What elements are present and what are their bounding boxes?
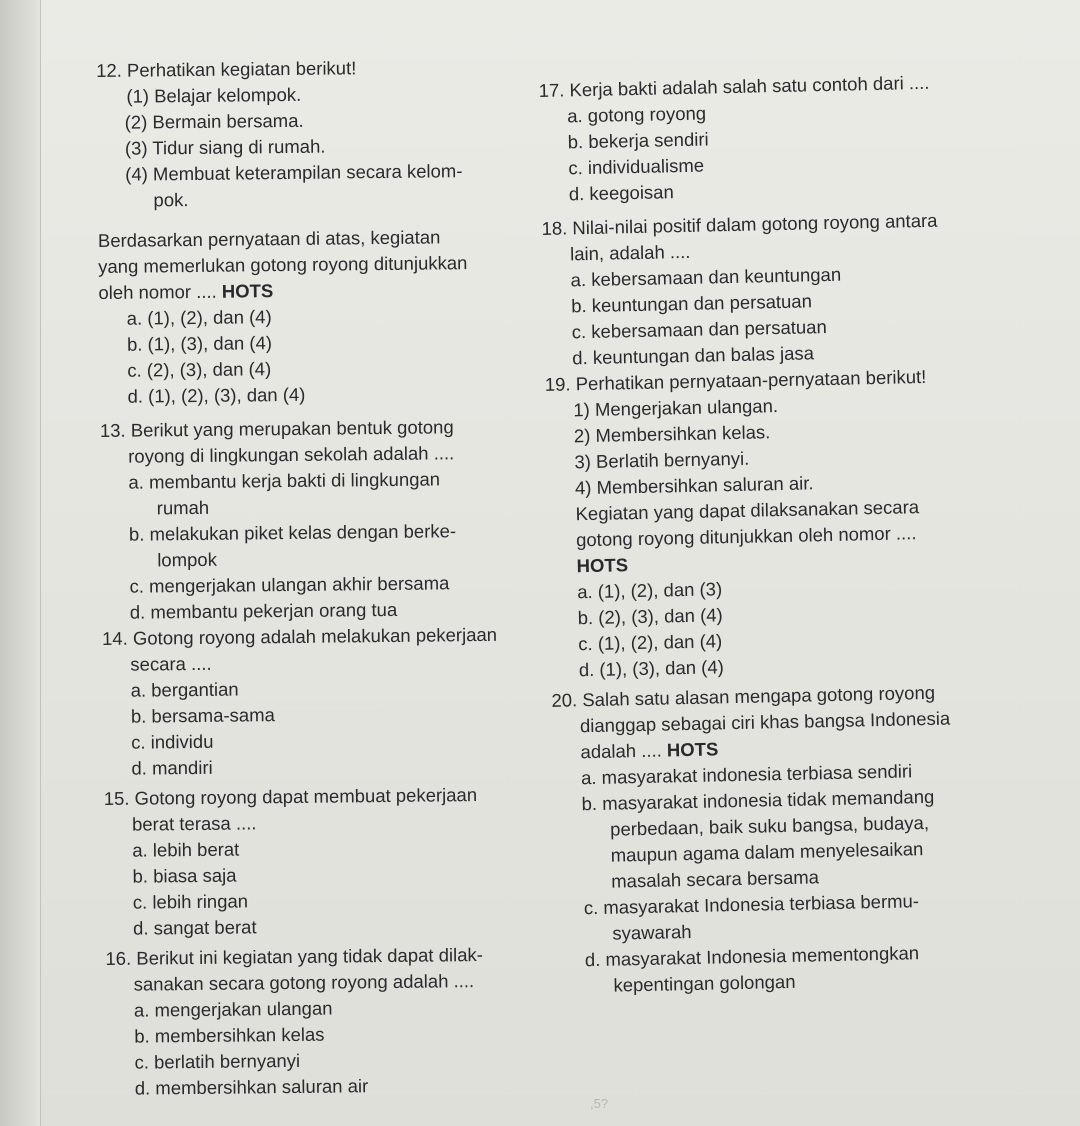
right-column (538, 47, 1078, 1000)
option-c: c. individualisme (568, 154, 705, 179)
option-d: d. membantu pekerjan orang tua (129, 598, 398, 623)
hots-label: HOTS (221, 280, 274, 302)
option-c: c. mengerjakan ulangan akhir bersama (129, 572, 450, 597)
question-number: 12. (96, 59, 122, 81)
question-text: 13. Berikut yang merupakan bentuk gotong (99, 416, 454, 441)
hots-label: HOTS (576, 554, 629, 577)
statement-3: 3) Berlatih bernyanyi. (574, 447, 750, 473)
question-19 (545, 361, 1071, 684)
left-column (96, 53, 567, 1102)
question-13 (100, 413, 562, 626)
option-c: c. kebersamaan dan persatuan (571, 316, 827, 343)
option-a: a. (1), (2), dan (4) (126, 306, 272, 329)
question-14 (102, 621, 564, 782)
option-a: a. masyarakat indonesia terbiasa sendiri (580, 760, 913, 789)
question-16 (105, 941, 567, 1102)
question-text: yang memerlukan gotong royong ditunjukkan (98, 252, 468, 277)
statement-1: 1) Mengerjakan ulangan. (573, 395, 779, 421)
option-b: b. biasa saja (132, 864, 237, 887)
option-d: d. (1), (3), dan (4) (578, 656, 724, 681)
option-d-cont: kepentingan golongan (613, 970, 796, 996)
option-b: b. bekerja sendiri (567, 128, 709, 153)
question-text: adalah .... (580, 739, 663, 763)
option-a: a. gotong royong (566, 102, 707, 127)
option-b-cont: maupun agama dalam menyelesaikan (610, 838, 924, 866)
question-text: dianggap sebagai ciri khas bangsa Indonesia (579, 707, 951, 737)
question-text: 18. Nilai-nilai positif dalam gotong royong antara (541, 209, 938, 239)
option-a: a. lebih berat (132, 838, 240, 861)
option-b-cont: perbedaan, baik suku bangsa, budaya, (609, 811, 930, 840)
option-d: d. keuntungan dan balas jasa (572, 342, 815, 369)
option-c: c. masyarakat Indonesia terbiasa bermu- (583, 890, 920, 919)
question-text: royong di lingkungan sekolah adalah .... (128, 442, 455, 467)
question-text: gotong royong ditunjukkan oleh nomor .... (575, 522, 917, 551)
option-a-cont: rumah (156, 496, 210, 519)
option-b: b. (2), (3), dan (4) (577, 604, 723, 629)
question-15 (104, 781, 566, 942)
option-b-cont: lompok (157, 548, 218, 571)
option-b: b. bersama-sama (130, 704, 275, 727)
option-a: a. (1), (2), dan (3) (576, 578, 723, 603)
hots-label: HOTS (666, 738, 719, 761)
option-c-cont: syawarah (612, 920, 692, 944)
question-text: Berdasarkan pernyataan di atas, kegiatan (97, 226, 441, 251)
option-d: d. membersihkan saluran air (134, 1075, 369, 1099)
option-b: b. melakukan piket kelas dengan berke- (128, 520, 457, 545)
book-spine (0, 0, 41, 1126)
question-17 (538, 67, 1061, 208)
question-text: secara .... (130, 652, 212, 675)
option-c: c. (1), (2), dan (4) (578, 630, 723, 655)
option-b: b. membersihkan kelas (134, 1023, 325, 1047)
question-text: lain, adalah .... (569, 240, 691, 265)
option-c: c. lebih ringan (132, 890, 249, 913)
option-c: c. berlatih bernyanyi (134, 1049, 301, 1073)
question-text: 16. Berikut ini kegiatan yang tidak dapat dilak- (105, 943, 483, 969)
question-text: 17. Kerja bakti adalah salah satu contoh dari .... (538, 71, 930, 101)
statement-2: (2) Bermain bersama. (124, 109, 304, 133)
option-b: b. (1), (3), dan (4) (126, 332, 273, 355)
pencil-mark: ,5? (590, 1096, 609, 1111)
option-d: d. mandiri (131, 756, 213, 779)
question-text: sanakan secara gotong royong adalah .... (133, 970, 475, 995)
question-18 (541, 205, 1064, 372)
question-text: 14. Gotong royong adalah melakukan pekerjaan (101, 623, 498, 649)
statement-3: (3) Tidur siang di rumah. (124, 135, 326, 159)
option-d: d. keegoisan (568, 181, 674, 205)
question-text: Kegiatan yang dapat dilaksanakan secara (575, 496, 920, 525)
statement-1: (1) Belajar kelompok. (126, 83, 302, 107)
question-text: berat terasa .... (131, 812, 257, 835)
option-a: a. bergantian (130, 678, 239, 701)
option-d: d. sangat berat (133, 916, 257, 939)
option-a: a. mengerjakan ulangan (133, 997, 333, 1021)
question-12 (96, 53, 560, 410)
option-d: d. (1), (2), (3), dan (4) (127, 383, 306, 407)
option-b-cont: masalah secara bersama (611, 866, 820, 892)
statement-4-cont: pok. (153, 189, 189, 211)
option-c: c. individu (131, 730, 214, 753)
question-text: 15. Gotong royong dapat membuat pekerjaan (103, 784, 478, 809)
statement-4: 4) Membersihkan saluran air. (574, 472, 814, 499)
question-stem: Perhatikan kegiatan berikut! (126, 57, 357, 81)
question-20 (551, 677, 1077, 1000)
question-text: 20. Salah satu alasan mengapa gotong royong (551, 681, 936, 711)
option-b: b. masyarakat indonesia tidak memandang (581, 785, 935, 815)
option-c: c. (2), (3), dan (4) (127, 358, 272, 381)
option-d: d. masyarakat Indonesia mementongkan (584, 942, 920, 971)
question-text: oleh nomor .... (98, 280, 217, 303)
statement-2: 2) Membersihkan kelas. (573, 421, 771, 447)
option-a: a. membantu kerja bakti di lingkungan (128, 468, 441, 493)
option-a: a. kebersamaan dan keuntungan (570, 263, 842, 291)
option-b: b. keuntungan dan persatuan (570, 290, 813, 317)
statement-4: (4) Membuat keterampilan secara kelom- (125, 160, 463, 185)
question-text: 19. Perhatikan pernyataan-pernyataan berikut! (544, 365, 927, 395)
